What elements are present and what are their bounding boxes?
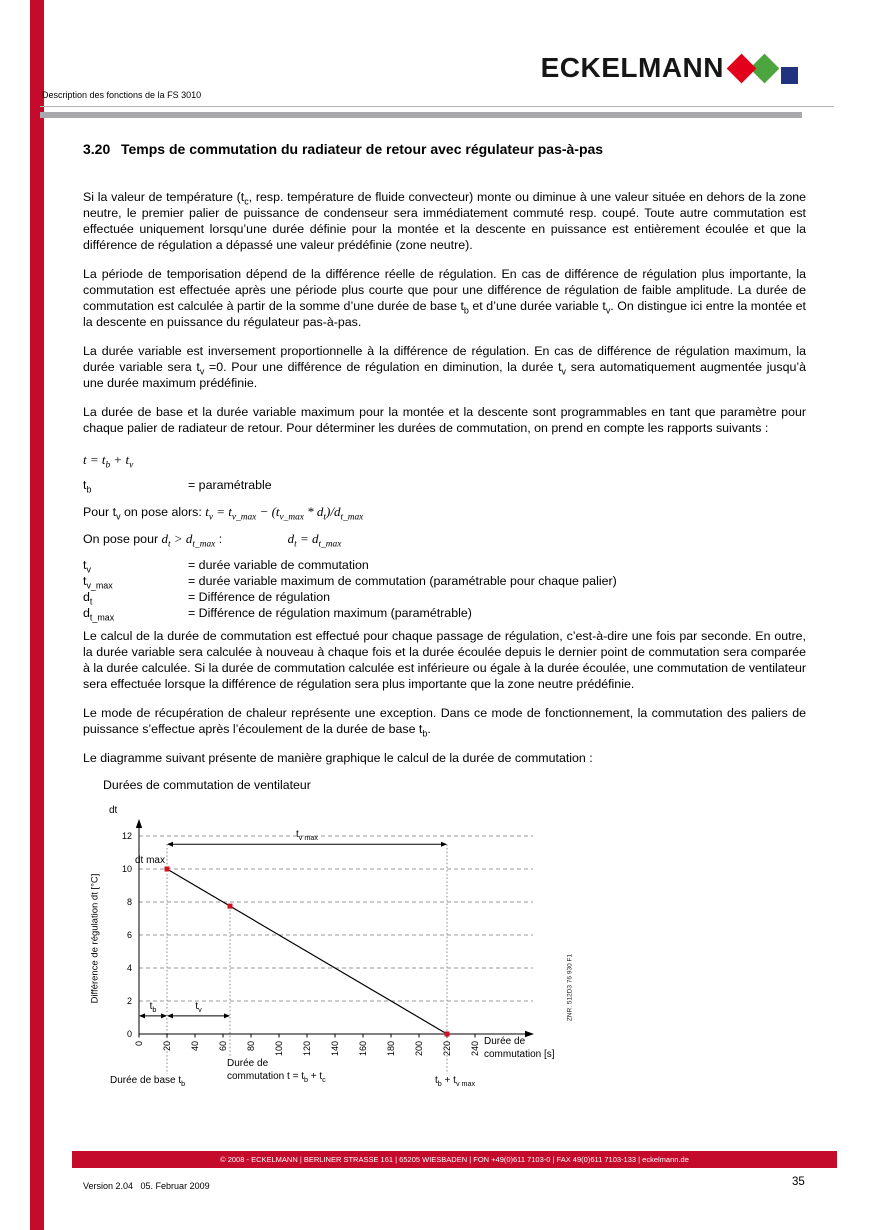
formula-prefix: On pose pour bbox=[83, 532, 162, 546]
definition-text: = durée variable de commutation bbox=[188, 558, 369, 572]
formula-text: $t = t_b + t_v$ bbox=[83, 452, 134, 471]
x-tick-label: 100 bbox=[274, 1041, 284, 1057]
header-divider-bar bbox=[40, 112, 802, 118]
header-rule bbox=[40, 106, 834, 107]
footer-bar bbox=[72, 1151, 837, 1168]
y-tick-label: 2 bbox=[126, 996, 132, 1006]
arrowhead bbox=[441, 842, 447, 847]
x-tick-label: 0 bbox=[134, 1041, 144, 1047]
paragraph-5: Le calcul de la durée de commutation est effectué pour chaque passage de régulation, c’est-à-dire une fois par seconde. En outre, la durée variable sera calculée à nouveau à chaque fois et la durée écoulée depuis le dernier point de commutation sera comparée à la durée calculée. Si la durée de commutation calculée est inférieure ou égale à la durée écoulée, une commutation de ventilateur sera effectuée lorsque la différence de régulation sera plus importante que la zone neutre prédéfinie. bbox=[83, 629, 806, 691]
data-marker bbox=[165, 867, 170, 872]
definition-text: = Différence de régulation bbox=[188, 590, 331, 604]
formula-variable-time bbox=[83, 503, 806, 521]
paragraph-4: La durée de base et la durée variable maximum pour la montée et la descente sont programmables en tant que paramètre pour chaque palier de radiateur de retour. Pour déterminer les durées de commutation, on prend en compte les rapports suivants : bbox=[83, 405, 806, 435]
span-label: $t_b$ bbox=[149, 1000, 157, 1014]
definition-row bbox=[83, 573, 806, 589]
definition-term: $t_b$ bbox=[83, 478, 92, 495]
x-tick-label: 80 bbox=[246, 1041, 256, 1052]
section-heading: Temps de commutation du radiateur de retour avec régulateur pas-à-pas bbox=[121, 141, 604, 157]
x-tick-label: 20 bbox=[162, 1041, 172, 1052]
definition-text: = paramétrable bbox=[188, 478, 272, 492]
paragraph-6: Le mode de récupération de chaleur représente une exception. Dans ce mode de fonctionnement, la commutation des paliers de puissance s’effectue après l’écoulement de la durée de base $t_b$. bbox=[83, 706, 806, 739]
formula-condition: $d_t > d_{t\_max}$ bbox=[161, 531, 216, 550]
arrowhead bbox=[224, 1013, 230, 1018]
y-axis-arrow bbox=[136, 819, 142, 828]
logo-blue-square-icon bbox=[781, 67, 798, 84]
y-tick-label: 10 bbox=[121, 864, 132, 874]
dtmax-label: dt max bbox=[134, 855, 165, 866]
y-tick-label: 12 bbox=[121, 831, 132, 841]
footer-text: © 2008 - ECKELMANN | BERLINER STRASSE 161 | 65205 WIESBADEN | FON +49(0)611 7103-0 | FAX 49(0)611 7103-133 | eckelmann.de bbox=[220, 1155, 689, 1164]
y-tick-label: 8 bbox=[126, 897, 132, 907]
section-title bbox=[83, 141, 806, 158]
span-label: $t_{v max}$ bbox=[296, 829, 318, 843]
x-tick-label: 160 bbox=[358, 1041, 368, 1057]
page-number: 35 bbox=[792, 1176, 805, 1188]
y-axis-label: Différence de régulation dt [°C] bbox=[89, 873, 101, 1004]
formula-result: $d_t = d_{t\_max}$ bbox=[287, 531, 342, 550]
data-marker bbox=[228, 904, 233, 909]
formula-limit-condition bbox=[83, 530, 806, 548]
red-accent-stripe bbox=[30, 0, 44, 1230]
arrowhead bbox=[139, 1013, 145, 1018]
drawing-number: ZNR. 512D3 76 930 F1 bbox=[566, 953, 574, 1022]
document-body bbox=[83, 141, 806, 1102]
chart-svg bbox=[101, 802, 541, 1102]
arrowhead bbox=[167, 1013, 173, 1018]
arrowhead bbox=[161, 1013, 167, 1018]
paragraph-2: La période de temporisation dépend de la différence réelle de régulation. En cas de différence de régulation plus importante, la commutation est effectuée après une période plus courte que pour une différence de régulation de faible amplitude. La durée de commutation est calculée à partir de la somme d’une durée de base $t_b$ et d’une durée variable $t_v$. On distingue ici entre la montée et la descente en puissance du régulateur pas-à-pas. bbox=[83, 267, 807, 329]
y-tick-label: 0 bbox=[126, 1029, 132, 1039]
x-tick-label: 220 bbox=[442, 1041, 452, 1057]
paragraph-1: Si la valeur de température ($t_c$, resp. température de fluide convecteur) monte ou diminue à une valeur située en dehors de la zone neutre, le premier palier de puissance de condenseur sera immédiatement commuté resp. coupé. Toute autre commutation est effectuée uniquement lorsqu’une durée définie pour la montée et la descente en puissance est entièrement écoulée et que la différence de régulation a dépassé une valeur prédéfinie (zone neutre). bbox=[83, 190, 807, 252]
bottom-label: $t_b + t_{v max}$ bbox=[435, 1075, 476, 1088]
bottom-label: Durée de commutation $t = t_b + t_c$ bbox=[227, 1058, 326, 1084]
definition-term: $t_{v\_max}$ bbox=[83, 574, 113, 591]
paragraph-7: Le diagramme suivant présente de manière graphique le calcul de la durée de commutation : bbox=[83, 751, 593, 765]
data-marker bbox=[445, 1032, 450, 1037]
definition-row bbox=[83, 605, 806, 621]
arrowhead bbox=[167, 842, 173, 847]
x-tick-label: 240 bbox=[470, 1041, 480, 1057]
series-line bbox=[167, 869, 447, 1034]
definition-tb bbox=[83, 477, 806, 493]
x-tick-label: 200 bbox=[414, 1041, 424, 1057]
formula-colon: : bbox=[218, 532, 223, 546]
y-tick-label: 6 bbox=[126, 930, 132, 940]
x-tick-label: 60 bbox=[218, 1041, 228, 1052]
definition-row bbox=[83, 589, 806, 605]
x-tick-label: 40 bbox=[190, 1041, 200, 1052]
x-tick-label: 180 bbox=[386, 1041, 396, 1057]
company-logo bbox=[541, 50, 804, 88]
definition-term: $t_v$ bbox=[83, 558, 91, 575]
version-info: Version 2.04 05. Februar 2009 bbox=[83, 1181, 210, 1191]
span-label: $t_v$ bbox=[195, 1000, 202, 1014]
formula-text: $t_v = t_{v\_max} - (t_{v\_max} * d_t)/d_{t\_max}$ bbox=[205, 504, 364, 523]
definition-term: $d_{t\_max}$ bbox=[83, 606, 115, 623]
bottom-label: Durée de base $t_b$ bbox=[110, 1075, 186, 1088]
section-number: 3.20 bbox=[83, 141, 111, 157]
chart-title: Durées de commutation de ventilateur bbox=[103, 778, 311, 792]
logo-wordmark: ECKELMANN bbox=[540, 52, 724, 83]
definition-term: $d_t$ bbox=[83, 590, 93, 607]
y-tick-label: 4 bbox=[126, 963, 132, 973]
definition-text: = durée variable maximum de commutation (paramétrable pour chaque palier) bbox=[188, 574, 617, 588]
x-tick-label: 140 bbox=[330, 1041, 340, 1057]
formula-prefix: Pour $t_v$ on pose alors: bbox=[83, 505, 206, 522]
x-tick-label: 120 bbox=[302, 1041, 312, 1057]
definition-row bbox=[83, 557, 806, 573]
logo-marks bbox=[730, 50, 804, 88]
paragraph-3: La durée variable est inversement proportionnelle à la différence de régulation. En cas de différence de régulation maximum, la durée variable sera $t_v =0$. Pour une différence de régulation en diminution, la durée $t_v$ sera automatiquement augmentée jusqu’à une durée maximum prédéfinie. bbox=[83, 344, 806, 390]
definition-text: = Différence de régulation maximum (paramétrable) bbox=[188, 606, 472, 620]
dt-axis-label: dt bbox=[109, 805, 118, 816]
definitions-list bbox=[83, 557, 806, 621]
logo-red-diamond-icon bbox=[727, 54, 757, 84]
x-axis-label: Durée de commutation [s] bbox=[484, 1036, 555, 1060]
formula-total-time bbox=[83, 451, 806, 469]
document-header: Description des fonctions de la FS 3010 bbox=[42, 90, 202, 100]
chart-canvas bbox=[83, 802, 723, 1102]
